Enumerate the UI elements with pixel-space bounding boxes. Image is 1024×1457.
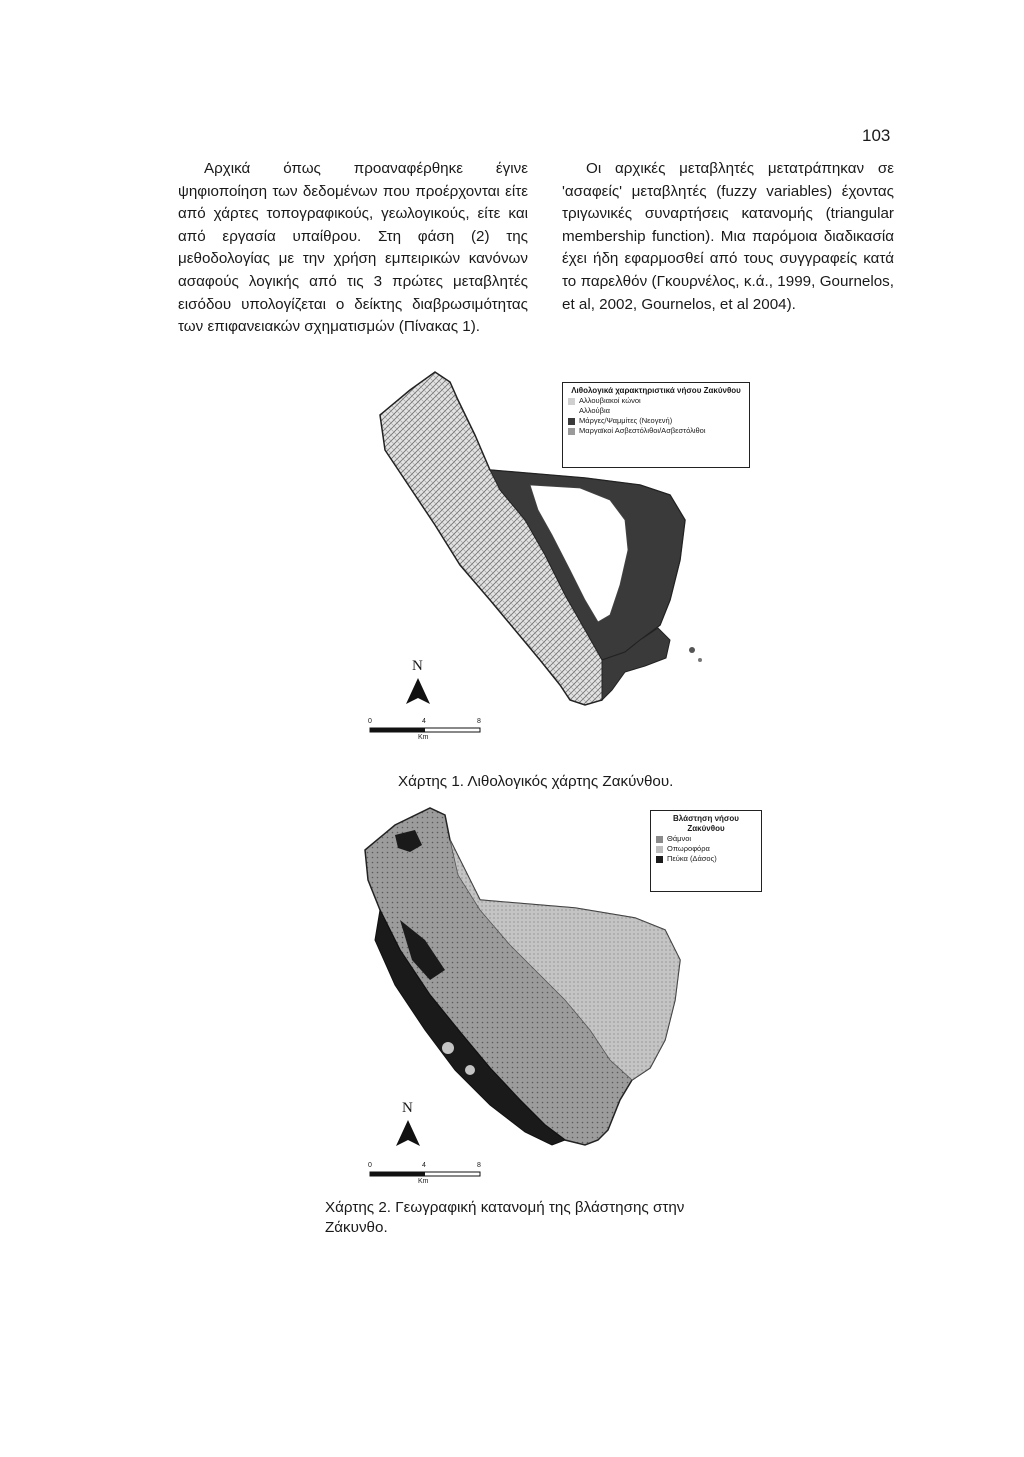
legend-swatch xyxy=(568,428,575,435)
lithology-map xyxy=(340,360,778,770)
legend-item xyxy=(568,426,744,436)
right-column xyxy=(562,158,894,316)
legend-label: Αλλούβια xyxy=(579,406,610,415)
legend-item xyxy=(656,844,756,854)
north-arrow-icon xyxy=(396,1120,420,1146)
map2-caption: Χάρτης 2. Γεωγραφική κατανομή της βλάστησης στην Ζάκυνθο. xyxy=(325,1199,685,1236)
legend-swatch xyxy=(568,408,575,415)
right-paragraph: Οι αρχικές μεταβλητές μετατράπηκαν σε 'ασαφείς' μεταβλητές (fuzzy variables) έχοντας τριγωνικές συναρτήσεις κατανομής (triangular membership function). Μια παρόμοια διαδικασία έχει ήδη εφαρμοσθεί από τους συγγραφείς κατά το παρελθόν (Γκουρνέλος, κ.ά., 1999, Gournelos, et al, 2002, Gournelos, et al 2004). xyxy=(562,160,894,313)
legend-item xyxy=(568,416,744,426)
scale-unit: Km xyxy=(418,1178,429,1185)
legend-item xyxy=(568,396,744,406)
legend-label: Μάργες/Ψαμμίτες (Νεογενή) xyxy=(579,416,673,425)
legend-item xyxy=(656,834,756,844)
vegetation-legend xyxy=(650,810,762,892)
legend-label: Οπωροφόρα xyxy=(667,844,710,853)
left-column xyxy=(178,158,528,339)
page-number: 103 xyxy=(862,126,891,145)
legend-title: Λιθολογικά χαρακτηριστικά νήσου Ζακύνθου xyxy=(571,386,741,395)
legend-label: Μαργαϊκοί Ασβεστόλιθοι/Ασβεστόλιθοι xyxy=(579,426,706,435)
lithology-legend xyxy=(562,382,750,468)
scale-tick-0: 0 xyxy=(368,1162,372,1169)
scale-tick-4: 4 xyxy=(422,1162,426,1169)
north-arrow-icon xyxy=(406,678,430,704)
left-paragraph: Αρχικά όπως προαναφέρθηκε έγινε ψηφιοποίηση των δεδομένων που προέρχονται είτε από χάρτες τοπογραφικούς, γεωλογικούς, είτε και από εργασία υπαίθρου. Στη φάση (2) της μεθοδολογίας με την χρήση εμπειρικών κανόνων ασαφούς λογικής από τις 3 πρώτες μεταβλητές εισόδου υπολογίζεται ο δείκτης διαβρωσιμότητας των επιφανειακών σχηματισμών (Πίνακας 1). xyxy=(178,160,528,336)
legend-item xyxy=(568,406,744,416)
legend-label: Αλλουβιακοί κώνοι xyxy=(579,396,641,405)
legend-swatch xyxy=(656,856,663,863)
legend-swatch xyxy=(568,418,575,425)
legend-swatch xyxy=(656,836,663,843)
scale-tick-0: 0 xyxy=(368,718,372,725)
legend-label: Πεύκα (Δάσος) xyxy=(667,854,717,863)
north-label: N xyxy=(402,1100,413,1116)
scale-tick-8: 8 xyxy=(477,718,481,725)
legend-swatch xyxy=(656,846,663,853)
map1-caption: Χάρτης 1. Λιθολογικός χάρτης Ζακύνθου. xyxy=(398,773,674,790)
scale-unit: Km xyxy=(418,734,429,741)
scale-tick-4: 4 xyxy=(422,718,426,725)
legend-swatch xyxy=(568,398,575,405)
legend-title: Βλάστηση νήσου Ζακύνθου xyxy=(673,814,739,833)
north-label: N xyxy=(412,658,423,674)
legend-label: Θάμνοι xyxy=(667,834,692,843)
vegetation-map xyxy=(340,800,778,1200)
scale-tick-8: 8 xyxy=(477,1162,481,1169)
legend-item xyxy=(656,854,756,864)
